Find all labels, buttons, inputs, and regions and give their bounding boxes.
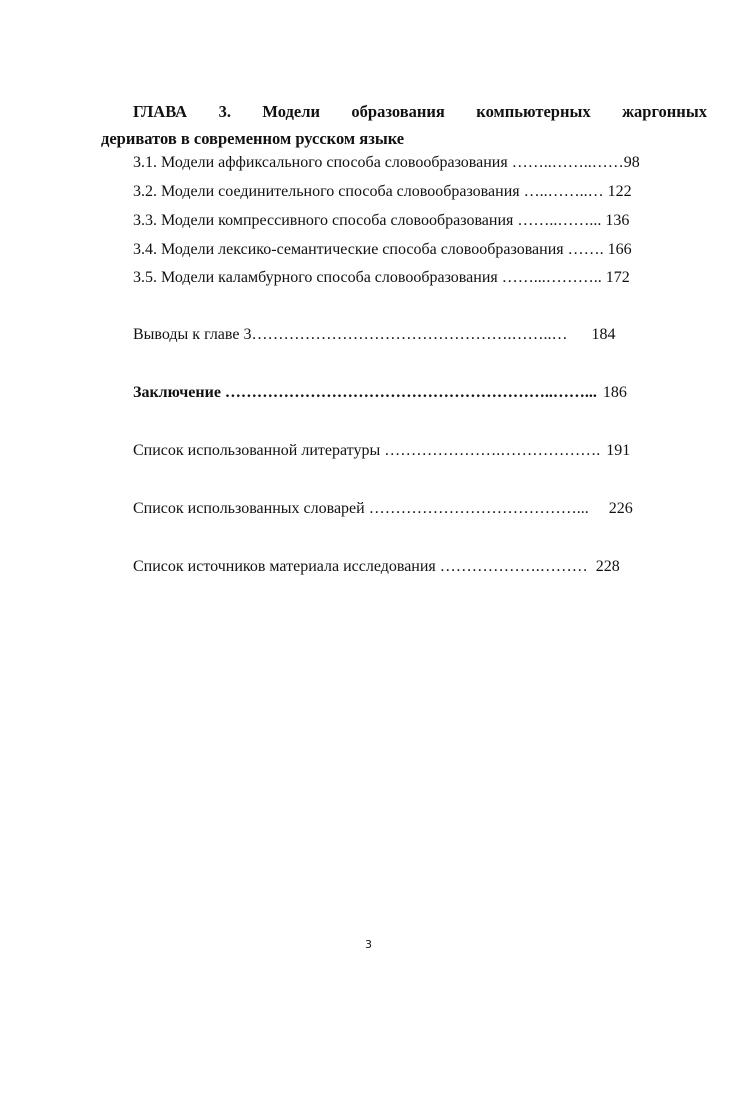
toc-section-3-5 [133,268,630,288]
toc-title: 3.2. Модели соединительного способа словообразования [133,183,520,200]
toc-title: Список использованных словарей [133,500,365,517]
toc-leader: ……. [563,241,608,258]
toc-page: 186 [602,384,627,401]
toc-page: 228 [595,558,620,575]
toc-title: 3.4. Модели лексико-семантические способа словообразования [133,241,564,258]
toc-page: 122 [607,183,632,200]
heading-word: жаргонных [622,102,707,121]
toc-leader: ……………………………………………………..……... [220,384,597,401]
toc-page: 172 [605,269,630,286]
toc-literature [133,441,630,461]
chapter-heading [101,98,707,152]
toc-leader: …………………………………... [364,500,589,517]
toc-dictionaries [133,499,633,519]
toc-title: Список источников материала исследования [133,558,436,575]
toc-title: Выводы к главе 3 [133,326,252,343]
toc-page: 136 [605,212,630,229]
heading-word: 3. [218,102,231,121]
toc-page: 184 [591,326,616,343]
toc-section-3-4 [133,240,632,260]
chapter-heading-line-1 [101,98,707,125]
page-number: 3 [365,938,372,951]
toc-title: Заключение [133,384,221,401]
chapter-heading-line-2: дериватов в современном русском языке [101,129,405,148]
toc-chapter-conclusions [133,325,615,345]
toc-leader: ……………….……… [435,558,588,575]
toc-leader: ……...……….. [497,269,606,286]
toc-page: 166 [607,241,632,258]
heading-word: ГЛАВА [133,102,188,121]
toc-title: 3.3. Модели компрессивного способа словообразования [133,212,514,229]
heading-word: компьютерных [476,102,591,121]
toc-title: 3.1. Модели аффиксального способа словообразования [133,154,508,171]
toc-leader: ………………….………………. [380,442,601,459]
toc-page: 191 [606,442,631,459]
toc-leader: ……..……... [513,212,606,229]
heading-word: Модели [262,102,320,121]
heading-word: образования [351,102,445,121]
toc-section-3-3 [133,211,629,231]
toc-page: 98 [623,154,640,171]
toc-section-3-1 [133,153,640,173]
toc-leader: …..……..… [519,183,608,200]
toc-leader: ………………………………………….……..… [251,326,568,343]
toc-leader: ……..……..…… [507,154,624,171]
toc-page: 226 [608,500,633,517]
toc-conclusion [133,383,627,403]
toc-section-3-2 [133,182,632,202]
toc-sources [133,557,620,577]
toc-title: Список использованной литературы [133,442,381,459]
toc-title: 3.5. Модели каламбурного способа словообразования [133,269,498,286]
